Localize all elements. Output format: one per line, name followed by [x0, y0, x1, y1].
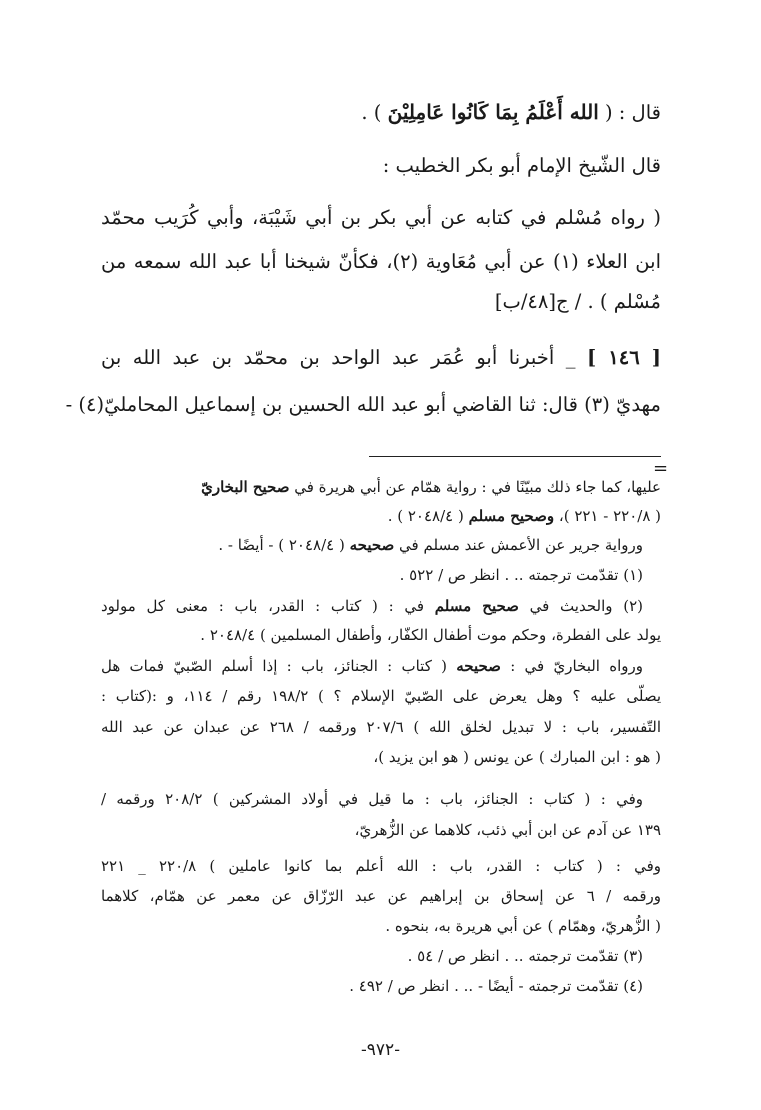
footnote-line: ورواية جرير عن الأعمش عند مسلم في صحيحه ( ٢٠٤٨/٤ ) - أيضًا - . [218, 536, 643, 554]
speaker-line: قال الشّيخ الإمام أبو بكر الخطيب : [382, 154, 661, 177]
narration-line: مُسْلم ) . / ج[٤٨/ب] [494, 290, 661, 313]
footnote-line: ( هو : ابن المبارك ) عن يونس ( هو ابن يزيد )، [373, 748, 661, 766]
narration-line: ( رواه مُسْلم في كتابه عن أبي بكر بن أبي شَيْبَة، وأبي كُرَيب محمّد [101, 206, 661, 229]
footnote-line: يولد على الفطرة، وحكم موت أطفال الكفّار، وأطفال المسلمين ) ٢٠٤٨/٤ . [200, 626, 661, 644]
footnote-line: عليها، كما جاء ذلك مبيّنًا في : رواية همّام عن أبي هريرة في صحيح البخاريّ [201, 478, 661, 496]
footnote-line: ( ٢٢٠/٨ - ٢٢١ )، وصحيح مسلم ( ٢٠٤٨/٤ ) . [387, 507, 661, 525]
hadith-line: مهديّ (٣) قال: ثنا القاضي أبو عبد الله الحسين بن إسماعيل المحامليّ(٤) - [65, 393, 661, 416]
footnote-1: (١) تقدّمت ترجمته .. . انظر ص / ٥٢٢ . [399, 566, 643, 584]
footnote-line: ( الزُّهريّ، وهمّام ) عن أبي هريرة به، بنحوه . [385, 917, 661, 935]
hadith-line: [ ١٤٦ ] _ أخبرنا أبو عُمَر عبد الواحد بن محمّد بن عبد الله بن [101, 346, 662, 369]
footnote-line: ١٣٩ عن آدم عن ابن أبي ذئب، كلاهما عن الزُّهريّ، [354, 821, 661, 839]
footnote-line: وفي : ( كتاب : القدر، باب : الله أعلم بما كانوا عاملين ) ٢٢٠/٨ _ ٢٢١ [101, 857, 661, 875]
quote-line: قال : ( الله أَعْلَمُ بِمَا كَانُوا عَامِلِيْنَ ) . [361, 100, 661, 124]
footnote-line: ورواه البخاريّ في : صحيحه ( كتاب : الجنائز، باب : إذا أسلم الصّبيّ فمات هل [101, 657, 643, 675]
footnote-4: (٤) تقدّمت ترجمته - أيضًا - .. . انظر ص / ٤٩٢ . [349, 977, 643, 995]
page-number: -٩٧٢- [361, 1040, 400, 1060]
footnote-line: ورقمه / ٦ عن إسحاق بن إبراهيم عن عبد الرّزّاق عن معمر عن همّام، كلاهما [101, 887, 661, 905]
footnote-line: يصلّى عليه ؟ وهل يعرض على الصّبيّ الإسلام ؟ ) ١٩٨/٢ رقم / ١١٤، و :(كتاب : [101, 687, 661, 705]
continuation-mark: = [653, 458, 669, 479]
quran-verse: الله أَعْلَمُ بِمَا كَانُوا عَامِلِيْنَ [387, 100, 599, 124]
footnote-separator [369, 456, 661, 457]
footnote-line: التّفسير، باب : لا تبديل لخلق الله ) ٢٠٧/٦ ورقمه / ٢٦٨ عن عبدان عن عبد الله [101, 718, 661, 736]
footnote-2: (٢) والحديث في صحيح مسلم في : ( كتاب : القدر، باب : معنى كل مولود [101, 597, 643, 615]
narration-line: ابن العلاء (١) عن أبي مُعَاوية (٢)، فكأنّ شيخنا أبا عبد الله سمعه من [101, 250, 661, 273]
footnote-line: وفي : ( كتاب : الجنائز، باب : ما قيل في أولاد المشركين ) ٢٠٨/٢ ورقمه / [101, 790, 643, 808]
footnote-3: (٣) تقدّمت ترجمته .. . انظر ص / ٥٤ . [407, 947, 643, 965]
hadith-number: [ ١٤٦ ] [586, 346, 662, 369]
